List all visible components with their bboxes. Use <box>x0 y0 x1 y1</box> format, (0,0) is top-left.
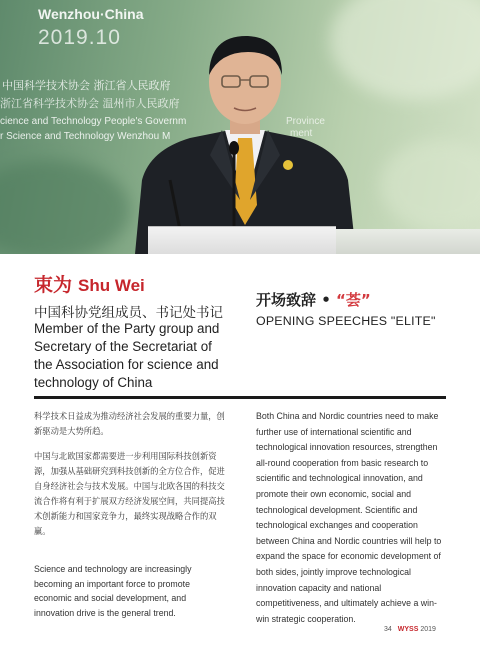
right-column <box>256 409 446 627</box>
backdrop-organizers-cn-1: 中国科学技术协会 浙江省人民政府 <box>2 79 171 92</box>
body-paragraph-cn-2: 中国与北欧国家都需要进一步利用国际科技创新资源，加强从基础研究到科技创新的全方位合作，促进自身经济社会与技术发展。中国与北欧各国的科技交流合作将有利于扩展双方经济发展空间，共同提高技术创新能力和国家竞争力，最终实现战略合作的双赢。 <box>34 451 225 536</box>
podium <box>148 226 336 254</box>
page-number: 34 <box>384 626 392 633</box>
speaker-figure <box>130 30 360 254</box>
bokeh-light <box>380 140 480 230</box>
speaker-title-en: Member of the Party group and Secretary of the Secretariat of the Association for science and technology of China <box>34 321 220 390</box>
bokeh-dark <box>0 160 130 254</box>
speaker-name <box>34 270 145 297</box>
left-column <box>34 409 228 620</box>
section-title-en: OPENING SPEECHES "ELITE" <box>256 314 436 328</box>
backdrop-city: Wenzhou·China <box>38 6 144 22</box>
body-paragraph-cn-1: 科学技术日益成为推动经济社会发展的重要力量，创新驱动是大势所趋。 <box>34 411 225 436</box>
body-paragraph-en-2: Both China and Nordic countries need to make further use of international scientific and technological innovation resources, strengthen all-round cooperation from basic research to scientific and technological innovation, and promote their own economic, social and technological development. Scientific and technological exchanges and cooperation between China and Nordic countries will help to expand the space for economic development of both sides, jointly improve technological innovation capacity and national competitiveness, and ultimately achieve a win-win strategic cooperation. <box>256 411 442 624</box>
footer-year: 2019 <box>420 626 436 633</box>
page-footer <box>384 626 436 633</box>
footer-brand: WYSS <box>397 626 419 633</box>
backdrop-organizers-en-2: r Science and Technology Wenzhou M <box>0 131 171 142</box>
speaker-photo <box>0 0 480 254</box>
section-title-cn-text: 开场致辞 • <box>256 291 331 309</box>
body-paragraph-en-1: Science and technology are increasingly becoming an important force to promote economic and social development, and innovation drive is the general trend. <box>34 564 192 618</box>
divider-rule <box>34 396 446 399</box>
podium-edge <box>336 229 480 254</box>
backdrop-organizers-en-4: ment <box>290 128 313 139</box>
backdrop-date: 2019.10 <box>38 26 121 49</box>
section-title-cn <box>256 289 371 310</box>
backdrop-organizers-en-1: cience and Technology People's Governm <box>0 116 187 127</box>
backdrop-organizers-en-3: Province <box>286 116 325 127</box>
backdrop-organizers-cn-2: 浙江省科学技术协会 温州市人民政府 <box>0 97 180 110</box>
speaker-name-en: Shu Wei <box>78 276 145 295</box>
speaker-name-cn: 束为 <box>34 274 73 296</box>
speaker-title-cn: 中国科协党组成员、书记处书记 <box>34 305 223 321</box>
section-title-highlight: “荟” <box>336 291 371 309</box>
